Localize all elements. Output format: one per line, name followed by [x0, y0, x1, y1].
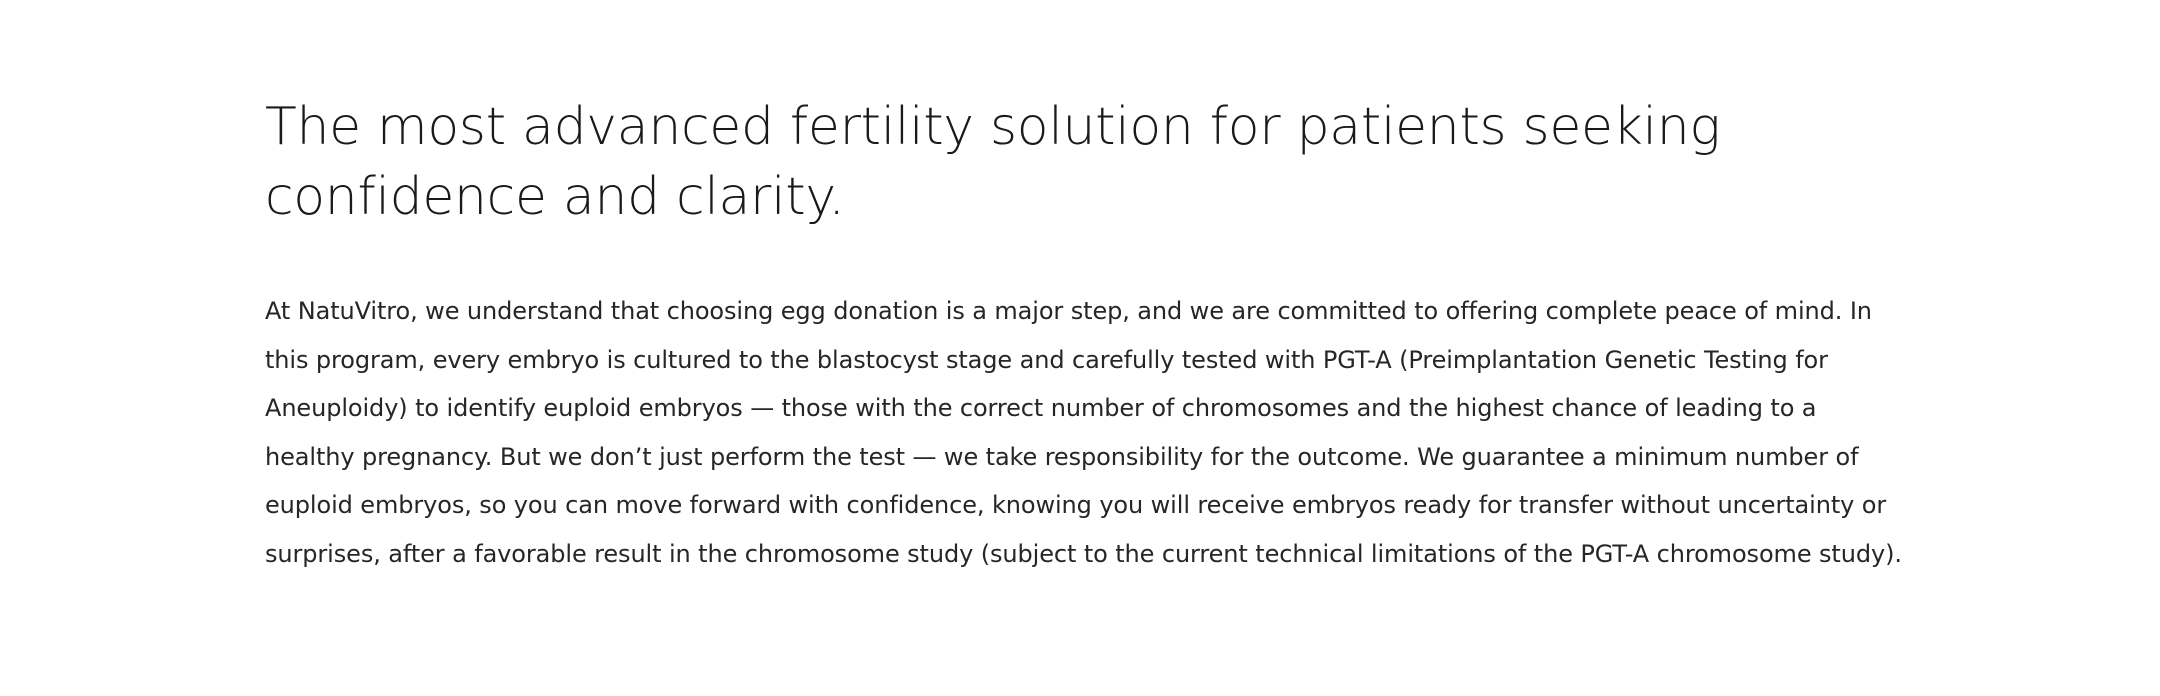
section-body-text: At NatuVitro, we understand that choosing egg donation is a major step, and we are committed to offering complete peace of mind. In this program, every embryo is cultured to the blastocyst stage and carefully tested with PGT-A (Preimplantation Genetic Testing for Aneuploidy) to identify euploid embryos — those with the correct number of chromosomes and the highest chance of leading to a healthy pregnancy. But we don’t just perform the test — we take responsibility for the outcome. We guarantee a minimum number of euploid embryos, so you can move forward with confidence, knowing you will receive embryos ready for transfer without uncertainty or surprises, after a favorable result in the chromosome study (subject to the current technical limitations of the PGT-A chromosome study). — [265, 297, 1902, 568]
content-section — [265, 92, 1905, 578]
section-headline: The most advanced fertility solution for patients seeking confidence and clarity. — [265, 97, 1721, 227]
